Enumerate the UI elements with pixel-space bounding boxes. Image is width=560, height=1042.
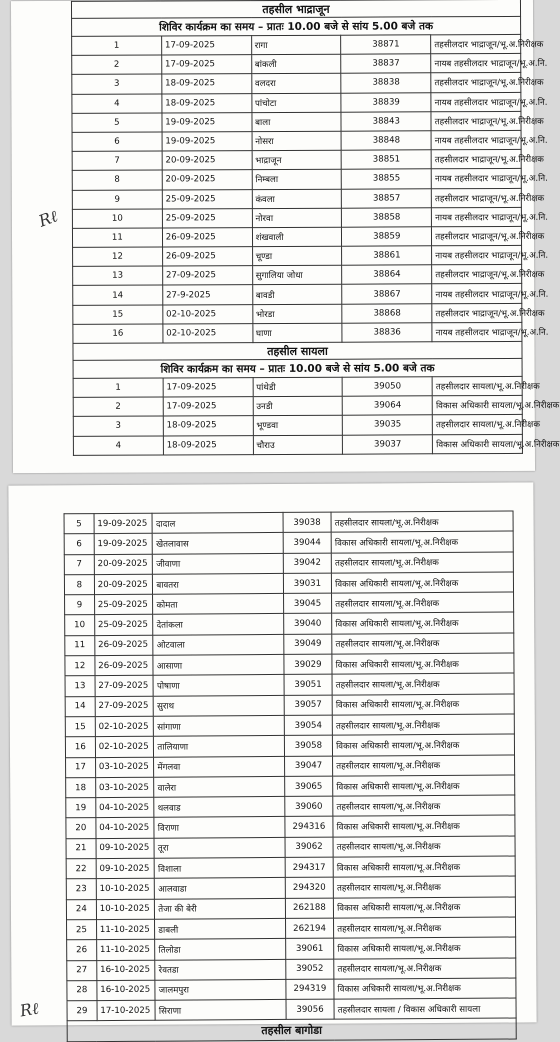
serial-number: 9 xyxy=(65,595,95,615)
village-name: वलदरा xyxy=(251,74,341,94)
table-row xyxy=(67,998,516,1021)
table-row xyxy=(72,73,521,94)
handwritten-initials: Rℓ xyxy=(36,206,61,231)
village-code: 39049 xyxy=(284,634,332,655)
table-row xyxy=(73,376,522,397)
table-row xyxy=(73,303,522,324)
serial-number: 6 xyxy=(64,534,94,554)
camp-date: 19-09-2025 xyxy=(94,534,153,555)
village-name: पांचोटा xyxy=(251,93,341,113)
village-code: 39047 xyxy=(284,756,332,777)
table-row xyxy=(72,92,521,113)
village-name: आसाणा xyxy=(153,655,284,676)
officer-in-charge: तहसीलदार सायला/भू.अ.निरीक्षक xyxy=(332,673,514,694)
serial-number: 2 xyxy=(72,55,162,75)
document-page-2 xyxy=(8,482,536,1037)
village-code: 38859 xyxy=(342,227,432,247)
serial-number: 12 xyxy=(73,247,163,267)
serial-number: 24 xyxy=(66,899,96,919)
village-code: 262194 xyxy=(285,918,333,939)
officer-in-charge: नायब तहसीलदार भाद्राजून/भू.अ.नि. xyxy=(432,245,522,265)
village-code: 39042 xyxy=(283,553,331,574)
village-name: दादाल xyxy=(152,512,283,533)
camp-date: 11-10-2025 xyxy=(96,939,155,960)
table-row xyxy=(72,54,521,75)
village-code: 38843 xyxy=(341,112,431,132)
officer-in-charge: तहसीलदार भाद्राजून/भू.अ.निरीक्षक xyxy=(431,34,521,54)
serial-number: 19 xyxy=(66,798,96,818)
village-code: 39029 xyxy=(284,654,332,675)
officer-in-charge: विकास अधिकारी सायला/भू.अ.निरीक्षक xyxy=(333,856,515,877)
table-row xyxy=(73,284,522,305)
village-name: भोरडा xyxy=(252,304,342,324)
camp-date: 25-09-2025 xyxy=(162,208,252,228)
serial-number: 16 xyxy=(73,324,163,344)
village-name: सुराथ xyxy=(153,695,284,716)
village-name: डाबली xyxy=(155,918,286,939)
camp-date: 02-10-2025 xyxy=(95,716,154,737)
village-name: कंवला xyxy=(252,189,342,209)
camp-date: 25-09-2025 xyxy=(94,615,153,636)
officer-in-charge: तहसीलदार भाद्राजून/भू.अ.निरीक्षक xyxy=(431,111,521,131)
table-row xyxy=(66,897,515,920)
serial-number: 6 xyxy=(72,132,162,152)
serial-number: 13 xyxy=(65,676,95,696)
village-code: 38839 xyxy=(341,92,431,112)
officer-in-charge: तहसीलदार सायला/भू.अ.निरीक्षक xyxy=(333,795,515,816)
section-title-bhadrajun: तहसील भाद्राजून xyxy=(71,0,520,18)
village-code: 39062 xyxy=(285,837,333,858)
table-row xyxy=(65,694,514,717)
camp-date: 03-10-2025 xyxy=(95,757,154,778)
serial-number: 26 xyxy=(67,940,97,960)
village-code: 39060 xyxy=(285,796,333,817)
village-code: 294316 xyxy=(285,817,333,838)
table-row xyxy=(64,531,513,554)
serial-number: 7 xyxy=(64,554,94,574)
camp-date: 17-09-2025 xyxy=(161,36,251,56)
table-row xyxy=(65,673,514,696)
table-row xyxy=(66,795,515,818)
officer-in-charge: तहसीलदार भाद्राजून/भू.अ.निरीक्षक xyxy=(431,150,521,170)
table-row xyxy=(64,572,513,595)
village-name: कोमता xyxy=(153,594,284,615)
village-code: 38867 xyxy=(342,284,432,304)
village-code: 38857 xyxy=(342,188,432,208)
camp-date: 27-9-2025 xyxy=(163,285,253,305)
officer-in-charge: विकास अधिकारी सायला/भू.अ.निरीक्षक xyxy=(334,978,516,999)
table-row xyxy=(72,150,521,171)
village-name: भाद्राजून xyxy=(252,150,342,170)
document-page-1 xyxy=(11,0,560,473)
table-row xyxy=(65,613,514,636)
village-name: मेंगलवा xyxy=(154,756,285,777)
officer-in-charge: विकास अधिकारी सायला/भू.अ.निरीक्षक xyxy=(333,897,515,918)
camp-schedule-table-2 xyxy=(64,511,517,1042)
camp-date: 20-09-2025 xyxy=(162,151,252,171)
village-code: 39037 xyxy=(343,434,433,454)
village-code: 39065 xyxy=(284,776,332,797)
village-name: जालमपुरा xyxy=(155,979,286,1000)
camp-date: 27-09-2025 xyxy=(95,676,154,697)
serial-number: 13 xyxy=(73,266,163,286)
serial-number: 7 xyxy=(72,151,162,171)
table-row xyxy=(72,226,521,247)
officer-in-charge: विकास अधिकारी सायला/भू.अ.निरीक्षक xyxy=(332,613,514,634)
camp-date: 25-09-2025 xyxy=(162,189,252,209)
serial-number: 4 xyxy=(72,94,162,114)
officer-in-charge: विकास अधिकारी सायला/भू.अ.निरीक्षक xyxy=(332,734,514,755)
village-name: बांकली xyxy=(251,54,341,74)
table-row xyxy=(65,734,514,757)
serial-number: 1 xyxy=(72,36,162,56)
table-row xyxy=(72,207,521,228)
village-name: निम्बला xyxy=(252,170,342,190)
village-name: आलवाडा xyxy=(155,878,286,899)
camp-date: 16-10-2025 xyxy=(97,980,156,1001)
village-name: विशाला xyxy=(154,857,285,878)
table-row xyxy=(65,633,514,656)
officer-in-charge: तहसीलदार सायला/भू.अ.निरीक्षक xyxy=(332,633,514,654)
camp-date: 18-09-2025 xyxy=(162,74,252,94)
village-name: रेवतडा xyxy=(155,959,286,980)
table-row xyxy=(65,714,514,737)
table-row xyxy=(72,130,521,151)
table-row xyxy=(72,169,521,190)
village-name: चूण्डा xyxy=(252,246,342,266)
village-code: 39057 xyxy=(284,695,332,716)
table-row xyxy=(66,876,515,899)
village-name: नोरवा xyxy=(252,208,342,228)
serial-number: 23 xyxy=(66,879,96,899)
table-row xyxy=(72,111,521,132)
village-code: 38837 xyxy=(341,54,431,74)
village-code: 38858 xyxy=(342,207,432,227)
serial-number: 10 xyxy=(72,209,162,229)
serial-number: 2 xyxy=(73,397,163,417)
village-code: 39050 xyxy=(343,377,433,397)
officer-in-charge: तहसीलदार भाद्राजून/भू.अ.निरीक्षक xyxy=(431,73,521,93)
village-name: ओटवाला xyxy=(153,634,284,655)
officer-in-charge: विकास अधिकारी सायला/भू.अ.निरीक्षक xyxy=(331,531,513,552)
village-name: सांगाणा xyxy=(154,715,285,736)
village-code: 39058 xyxy=(284,735,332,756)
serial-number: 14 xyxy=(73,285,163,305)
officer-in-charge: तहसीलदार सायला/भू.अ.निरीक्षक xyxy=(333,755,515,776)
table-row xyxy=(72,188,521,209)
serial-number: 21 xyxy=(66,838,96,858)
village-name: तालियाणा xyxy=(154,736,285,757)
village-code: 38848 xyxy=(341,131,431,151)
village-name: बावडी xyxy=(252,285,342,305)
serial-number: 11 xyxy=(65,635,95,655)
camp-date: 27-09-2025 xyxy=(162,266,252,286)
village-name: बाला xyxy=(252,112,342,132)
village-name: घाणा xyxy=(252,323,342,343)
village-code: 39054 xyxy=(284,715,332,736)
serial-number: 14 xyxy=(65,696,95,716)
officer-in-charge: नायब तहसीलदार भाद्राजून/भू.अ.नि. xyxy=(432,322,522,342)
camp-schedule-table-1 xyxy=(71,0,560,456)
village-name: तेजा की बेरी xyxy=(155,898,286,919)
village-code: 38871 xyxy=(341,35,431,55)
table-row xyxy=(64,552,513,575)
camp-date: 19-09-2025 xyxy=(162,132,252,152)
village-code: 39056 xyxy=(286,999,334,1020)
village-name: भूण्डवा xyxy=(253,416,343,436)
camp-date: 19-09-2025 xyxy=(94,513,153,534)
village-code: 38868 xyxy=(342,303,432,323)
table-row xyxy=(66,815,515,838)
officer-in-charge: नायब तहसीलदार भाद्राजून/भू.अ.नि. xyxy=(431,130,521,150)
camp-date: 17-10-2025 xyxy=(97,1000,156,1021)
camp-date: 02-10-2025 xyxy=(163,323,253,343)
camp-date: 20-09-2025 xyxy=(94,554,153,575)
village-code: 38838 xyxy=(341,73,431,93)
village-name: देतांकला xyxy=(153,614,284,635)
officer-in-charge: तहसीलदार सायला/भू.अ.निरीक्षक xyxy=(332,714,514,735)
officer-in-charge: तहसीलदार सायला/भू.अ.निरीक्षक xyxy=(333,836,515,857)
officer-in-charge: तहसीलदार सायला/भू.अ.निरीक्षक xyxy=(333,876,515,897)
camp-date: 19-09-2025 xyxy=(162,112,252,132)
table-row xyxy=(73,434,522,455)
officer-in-charge: तहसीलदार भाद्राजून/भू.अ.निरीक्षक xyxy=(432,226,522,246)
camp-date: 25-09-2025 xyxy=(94,594,153,615)
camp-date: 04-10-2025 xyxy=(96,818,155,839)
village-code: 38861 xyxy=(342,246,432,266)
village-name: जीवाणा xyxy=(153,553,284,574)
village-name: सुगालिया जोधा xyxy=(252,265,342,285)
village-name: बावतरा xyxy=(153,573,284,594)
serial-number: 18 xyxy=(66,777,96,797)
camp-date: 09-10-2025 xyxy=(96,838,155,859)
officer-in-charge: तहसीलदार सायला/भू.अ.निरीक्षक xyxy=(331,511,513,532)
camp-date: 02-10-2025 xyxy=(163,304,253,324)
village-code: 39051 xyxy=(284,675,332,696)
village-code: 38836 xyxy=(342,323,432,343)
table-row xyxy=(67,958,516,981)
serial-number: 20 xyxy=(66,818,96,838)
village-code: 39064 xyxy=(343,396,433,416)
serial-number: 15 xyxy=(65,717,95,737)
officer-in-charge: तहसीलदार सायला/भू.अ.निरीक्षक xyxy=(432,376,522,396)
serial-number: 9 xyxy=(72,189,162,209)
officer-in-charge: विकास अधिकारी सायला/भू.अ.निरीक्षक xyxy=(332,572,514,593)
officer-in-charge: नायब तहसीलदार भाद्राजून/भू.अ.नि. xyxy=(431,92,521,112)
table-row xyxy=(73,396,522,417)
village-code: 294319 xyxy=(286,979,334,1000)
village-name: थलवाड xyxy=(154,797,285,818)
camp-date: 17-09-2025 xyxy=(163,378,253,398)
serial-number: 1 xyxy=(73,378,163,398)
village-code: 39035 xyxy=(343,415,433,435)
village-code: 294317 xyxy=(285,857,333,878)
table-row xyxy=(66,856,515,879)
camp-date: 26-09-2025 xyxy=(162,227,252,247)
schedule-time-bhadrajun: शिविर कार्यक्रम का समय – प्रातः 10.00 बजे से सांय 5.00 बजे तक xyxy=(72,16,521,36)
serial-number: 3 xyxy=(73,416,163,436)
camp-date: 10-10-2025 xyxy=(96,879,155,900)
officer-in-charge: नायब तहसीलदार भाद्राजून/भू.अ.नि. xyxy=(431,54,521,74)
camp-date: 02-10-2025 xyxy=(95,736,154,757)
village-code: 294320 xyxy=(285,877,333,898)
officer-in-charge: विकास अधिकारी सायला/भू.अ.निरीक्षक xyxy=(433,434,523,454)
serial-number: 11 xyxy=(72,228,162,248)
officer-in-charge: नायब तहसीलदार भाद्राजून/भू.अ.नि. xyxy=(431,169,521,189)
village-code: 38864 xyxy=(342,265,432,285)
serial-number: 12 xyxy=(65,656,95,676)
camp-date: 16-10-2025 xyxy=(97,960,156,981)
table-row xyxy=(73,322,522,343)
serial-number: 3 xyxy=(72,74,162,94)
serial-number: 27 xyxy=(67,960,97,980)
serial-number: 8 xyxy=(64,574,94,594)
village-code: 262188 xyxy=(285,898,333,919)
table-row xyxy=(67,978,516,1001)
camp-date: 03-10-2025 xyxy=(95,777,154,798)
village-name: विराणा xyxy=(154,817,285,838)
camp-date: 26-09-2025 xyxy=(162,247,252,267)
officer-in-charge: विकास अधिकारी सायला/भू.अ.निरीक्षक xyxy=(332,653,514,674)
camp-date: 26-09-2025 xyxy=(95,655,154,676)
officer-in-charge: विकास अधिकारी सायला/भू.अ.निरीक्षक xyxy=(432,396,522,416)
serial-number: 4 xyxy=(73,436,163,456)
village-code: 38855 xyxy=(342,169,432,189)
handwritten-initials: Rℓ xyxy=(18,998,41,1021)
serial-number: 29 xyxy=(67,1001,97,1021)
village-name: खेतलावास xyxy=(152,533,283,554)
village-code: 39040 xyxy=(283,614,331,635)
camp-date: 20-09-2025 xyxy=(162,170,252,190)
camp-date: 20-09-2025 xyxy=(94,574,153,595)
table-row xyxy=(67,917,516,940)
officer-in-charge: तहसीलदार सायला/भू.अ.निरीक्षक xyxy=(331,552,513,573)
table-row xyxy=(65,592,514,615)
officer-in-charge: विकास अधिकारी सायला/भू.अ.निरीक्षक xyxy=(333,815,515,836)
serial-number: 5 xyxy=(72,113,162,133)
serial-number: 15 xyxy=(73,305,163,325)
village-name: उनडी xyxy=(253,396,343,416)
serial-number: 17 xyxy=(66,757,96,777)
village-name: पोषाणा xyxy=(153,675,284,696)
camp-date: 26-09-2025 xyxy=(95,635,154,656)
table-row xyxy=(73,415,522,436)
camp-date: 04-10-2025 xyxy=(96,797,155,818)
officer-in-charge: नायब तहसीलदार भाद्राजून/भू.अ.नि. xyxy=(432,284,522,304)
camp-date: 09-10-2025 xyxy=(96,858,155,879)
officer-in-charge: तहसीलदार सायला / विकास अधिकारी सायला xyxy=(334,998,516,1019)
serial-number: 8 xyxy=(72,170,162,190)
village-code: 39052 xyxy=(286,959,334,980)
officer-in-charge: तहसीलदार सायला/भू.अ.निरीक्षक xyxy=(334,958,516,979)
camp-date: 17-09-2025 xyxy=(163,397,253,417)
officer-in-charge: तहसीलदार सायला/भू.अ.निरीक्षक xyxy=(334,917,516,938)
serial-number: 5 xyxy=(64,514,94,534)
village-code: 39044 xyxy=(283,532,331,553)
officer-in-charge: नायब तहसीलदार भाद्राजून/भू.अ.नि. xyxy=(432,207,522,227)
camp-date: 18-09-2025 xyxy=(163,435,253,455)
table-row xyxy=(64,511,513,534)
village-name: शंखवाली xyxy=(252,227,342,247)
camp-date: 17-09-2025 xyxy=(162,55,252,75)
table-row xyxy=(73,265,522,286)
village-name: पांथेडी xyxy=(253,377,343,397)
village-name: तूरा xyxy=(154,837,285,858)
officer-in-charge: तहसीलदार भाद्राजून/भू.अ.निरीक्षक xyxy=(432,303,522,323)
village-name: तिलोडा xyxy=(155,939,286,960)
table-row xyxy=(73,245,522,266)
table-row xyxy=(66,836,515,859)
table-row xyxy=(66,775,515,798)
table-row xyxy=(65,653,514,676)
table-row xyxy=(67,937,516,960)
village-name: रागा xyxy=(251,35,341,55)
table-row xyxy=(66,755,515,778)
section-title-bagoda: तहसील बागोडा xyxy=(67,1018,516,1041)
village-code: 39038 xyxy=(283,512,331,533)
officer-in-charge: तहसीलदार भाद्राजून/भू.अ.निरीक्षक xyxy=(432,265,522,285)
village-code: 39061 xyxy=(285,938,333,959)
officer-in-charge: तहसीलदार भाद्राजून/भू.अ.निरीक्षक xyxy=(431,188,521,208)
village-name: चौराउ xyxy=(253,435,343,455)
village-name: सिराणा xyxy=(155,1000,286,1021)
table-row xyxy=(72,34,521,55)
village-name: नोसरा xyxy=(252,131,342,151)
officer-in-charge: तहसीलदार सायला/भू.अ.निरीक्षक xyxy=(332,592,514,613)
village-code: 38851 xyxy=(342,150,432,170)
camp-date: 10-10-2025 xyxy=(96,899,155,920)
village-code: 39031 xyxy=(283,573,331,594)
serial-number: 22 xyxy=(66,859,96,879)
officer-in-charge: तहसीलदार सायला/भू.अ.निरीक्षक xyxy=(432,415,522,435)
serial-number: 10 xyxy=(65,615,95,635)
officer-in-charge: विकास अधिकारी सायला/भू.अ.निरीक्षक xyxy=(334,937,516,958)
serial-number: 25 xyxy=(67,920,97,940)
serial-number: 28 xyxy=(67,980,97,1000)
schedule-time-sayla: शिविर कार्यक्रम का समय – प्रातः 10.00 बजे से सांय 5.00 बजे तक xyxy=(73,358,522,378)
camp-date: 27-09-2025 xyxy=(95,696,154,717)
camp-date: 18-09-2025 xyxy=(162,93,252,113)
village-name: वालेरा xyxy=(154,776,285,797)
camp-date: 11-10-2025 xyxy=(96,919,155,940)
officer-in-charge: विकास अधिकारी सायला/भू.अ.निरीक्षक xyxy=(333,775,515,796)
serial-number: 16 xyxy=(65,737,95,757)
village-code: 39045 xyxy=(283,593,331,614)
camp-date: 18-09-2025 xyxy=(163,416,253,436)
section-title-sayla: तहसील सायला xyxy=(73,341,522,360)
officer-in-charge: विकास अधिकारी सायला/भू.अ.निरीक्षक xyxy=(332,694,514,715)
